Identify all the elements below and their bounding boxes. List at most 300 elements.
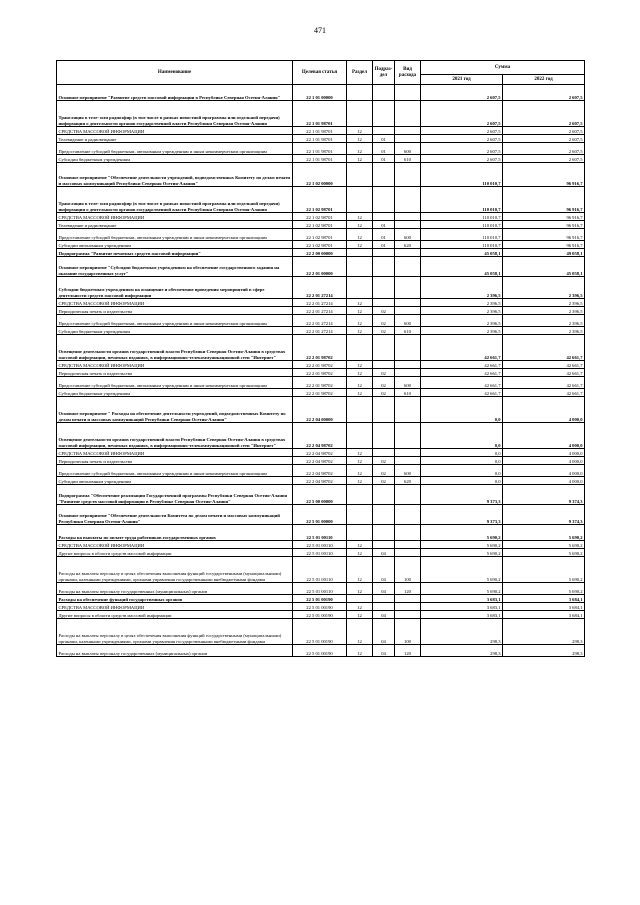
row-expense-type [395,423,421,449]
table-row [57,549,585,557]
row-target-article: 22 2 04 00000 [293,397,347,423]
row-value-2021: 5 690,2 [421,557,503,583]
table-row [57,155,585,163]
row-subsection [373,541,395,549]
table-row [57,595,585,603]
row-value-2021: 110 010,7 [421,229,503,241]
row-expense-type: 120 [395,583,421,595]
row-subsection [373,423,395,449]
row-section: 12 [347,307,373,315]
row-subsection [373,335,395,361]
header-sum: Сумма [421,61,585,75]
header-name: Наименование [57,61,293,85]
row-value-2021: 0,0 [421,477,503,485]
row-value-2022: 2 607,5 [503,143,585,155]
row-target-article: 22 5 01 00110 [293,525,347,541]
row-expense-type: 600 [395,315,421,327]
row-subsection [373,603,395,611]
row-target-article: 22 2 01 27214 [293,327,347,335]
row-value-2021: 2 607,5 [421,143,503,155]
row-section [347,163,373,187]
row-name: Расходы на выплаты персоналу в целях обеспечения выполнения функций государственными (муниципальными) органами, казенными учреждениями, органами управления государственными внебюджетными фондами [57,619,293,645]
row-value-2022: 96 916,7 [503,187,585,213]
row-subsection: 02 [373,477,395,485]
row-section [347,187,373,213]
row-value-2022: 5 690,2 [503,541,585,549]
row-name: Другие вопросы в области средств массовой информации [57,611,293,619]
row-subsection [373,249,395,257]
row-name: Субсидии автономным учреждениям [57,241,293,249]
row-value-2022: 4 000,0 [503,465,585,477]
row-value-2022: 2 607,5 [503,101,585,127]
row-expense-type [395,449,421,457]
row-value-2022: 2 607,5 [503,135,585,143]
row-expense-type: 100 [395,557,421,583]
row-target-article: 22 1 02 98701 [293,221,347,229]
row-value-2022: 4 000,0 [503,423,585,449]
row-expense-type: 120 [395,645,421,657]
row-name: Телевидение и радиовещание [57,221,293,229]
row-expense-type [395,85,421,101]
row-name: Предоставление субсидий бюджетным, автономным учреждениям и иным некоммерческим организациям [57,377,293,389]
row-name: Периодическая печать и издательства [57,369,293,377]
row-target-article: 22 1 02 98701 [293,241,347,249]
row-name: Основное мероприятие "Развитие средств массовой информации в Республике Северная Осетия-Алания" [57,85,293,101]
table-row [57,583,585,595]
row-value-2022: 4 000,0 [503,457,585,465]
row-expense-type [395,307,421,315]
row-value-2021: 9 373,3 [421,505,503,525]
row-value-2022: 96 916,7 [503,221,585,229]
row-name: Субсидии бюджетным учреждениям [57,155,293,163]
row-section: 12 [347,541,373,549]
row-section: 12 [347,299,373,307]
row-section [347,397,373,423]
table-row [57,307,585,315]
table-row [57,457,585,465]
row-expense-type: 600 [395,143,421,155]
row-value-2021: 3 683,1 [421,611,503,619]
table-row [57,361,585,369]
row-value-2022: 96 916,7 [503,213,585,221]
row-name: СРЕДСТВА МАССОВОЙ ИНФОРМАЦИИ [57,299,293,307]
row-value-2021: 5 690,2 [421,541,503,549]
row-subsection: 02 [373,465,395,477]
row-target-article: 22 2 04 98702 [293,449,347,457]
row-section: 12 [347,221,373,229]
row-subsection: 04 [373,619,395,645]
row-section [347,485,373,505]
row-subsection: 01 [373,221,395,229]
row-value-2021: 9 373,3 [421,485,503,505]
row-value-2022: 298,3 [503,645,585,657]
row-value-2022: 96 916,7 [503,241,585,249]
row-expense-type [395,505,421,525]
row-target-article: 22 5 01 00190 [293,611,347,619]
row-subsection [373,449,395,457]
row-name: Расходы на выплаты персоналу государственных (муниципальных) органов [57,645,293,657]
row-expense-type [395,549,421,557]
row-value-2021: 2 396,5 [421,277,503,299]
row-value-2021: 298,3 [421,619,503,645]
row-subsection: 04 [373,549,395,557]
table-row [57,213,585,221]
row-section [347,335,373,361]
row-section [347,85,373,101]
row-value-2021: 110 010,7 [421,241,503,249]
table-row [57,327,585,335]
table-row [57,277,585,299]
row-expense-type [395,163,421,187]
row-subsection [373,397,395,423]
row-subsection [373,213,395,221]
row-name: Другие вопросы в области средств массовой информации [57,549,293,557]
row-expense-type: 600 [395,377,421,389]
row-value-2022: 2 396,5 [503,299,585,307]
row-target-article: 22 5 01 00110 [293,549,347,557]
row-target-article: 22 5 01 00190 [293,595,347,603]
row-target-article: 22 5 00 00000 [293,485,347,505]
row-value-2022: 42 661,7 [503,369,585,377]
row-value-2021: 5 690,2 [421,525,503,541]
row-value-2022: 5 690,2 [503,583,585,595]
row-value-2022: 2 396,5 [503,327,585,335]
row-subsection [373,187,395,213]
table-row [57,477,585,485]
row-value-2022: 42 661,7 [503,389,585,397]
row-value-2021: 2 396,5 [421,307,503,315]
row-expense-type [395,603,421,611]
row-expense-type [395,135,421,143]
table-row [57,557,585,583]
row-name: Субсидии бюджетным учреждениям [57,389,293,397]
row-section: 12 [347,155,373,163]
table-row [57,423,585,449]
table-row [57,377,585,389]
row-name: Расходы на выплаты персоналу государственных (муниципальных) органов [57,583,293,595]
row-value-2021: 2 607,5 [421,135,503,143]
row-section: 12 [347,361,373,369]
row-name: Расходы на выплаты персоналу в целях обеспечения выполнения функций государственными (муниципальными) органами, казенными учреждениями, органами управления государственными внебюджетными фондами [57,557,293,583]
row-name: Расходы на обеспечение функций государственных органов [57,595,293,603]
row-value-2021: 0,0 [421,449,503,457]
row-subsection: 02 [373,389,395,397]
row-value-2022: 5 690,2 [503,525,585,541]
row-name: Телевидение и радиовещание [57,135,293,143]
row-subsection: 02 [373,327,395,335]
table-row [57,619,585,645]
row-target-article: 22 1 01 98701 [293,135,347,143]
row-target-article: 22 2 01 27214 [293,299,347,307]
row-section: 12 [347,611,373,619]
row-value-2022: 49 058,1 [503,249,585,257]
row-section: 12 [347,127,373,135]
row-subsection [373,485,395,505]
row-name: Основное мероприятие "Обеспечение деятельности учреждений, подведомственных Комитету по делам печати и массовых коммуникаций Республики Северная Осетия-Алания" [57,163,293,187]
row-value-2022: 2 607,5 [503,127,585,135]
row-expense-type: 600 [395,465,421,477]
row-subsection [373,277,395,299]
row-value-2021: 3 683,1 [421,603,503,611]
row-value-2021: 42 661,7 [421,369,503,377]
row-value-2022: 42 661,7 [503,335,585,361]
row-target-article: 22 2 01 98702 [293,369,347,377]
row-value-2021: 42 661,7 [421,361,503,369]
row-section [347,525,373,541]
row-expense-type [395,369,421,377]
row-expense-type [395,101,421,127]
row-expense-type [395,361,421,369]
row-expense-type [395,221,421,229]
row-section: 12 [347,377,373,389]
row-subsection: 02 [373,377,395,389]
row-section [347,257,373,277]
row-value-2022: 42 661,7 [503,361,585,369]
row-target-article: 22 5 01 00190 [293,645,347,657]
row-subsection: 02 [373,457,395,465]
row-expense-type [395,485,421,505]
row-expense-type [395,127,421,135]
row-subsection [373,85,395,101]
row-section [347,101,373,127]
row-expense-type: 620 [395,241,421,249]
row-section: 12 [347,477,373,485]
row-value-2021: 2 396,5 [421,327,503,335]
page-number: 471 [314,26,326,35]
row-target-article: 22 1 02 98701 [293,229,347,241]
row-value-2022: 5 690,2 [503,557,585,583]
row-name: СРЕДСТВА МАССОВОЙ ИНФОРМАЦИИ [57,213,293,221]
header-year-2021: 2021 год [421,75,503,85]
row-name: Подпрограмма "Развитие печатных средств массовой информации" [57,249,293,257]
row-name: Освещение деятельности органов государственной власти Республики Северная Осетия-Алания в средствах массовой информации, печатных изданиях, в информационно-телекоммуникационной сети "Интернет" [57,423,293,449]
header-target-article: Целевая статья [293,61,347,85]
row-name: Основное мероприятие " Расходы на обеспечение деятельности учреждений, подведомственных Комитету по делам печати и массовых коммуникаций Республики Северная Осетия-Алания" [57,397,293,423]
row-section [347,277,373,299]
table-row [57,257,585,277]
row-subsection [373,505,395,525]
row-value-2021: 0,0 [421,457,503,465]
row-target-article: 22 2 04 98702 [293,465,347,477]
row-section: 12 [347,241,373,249]
row-target-article: 22 5 01 00190 [293,619,347,645]
row-name: Предоставление субсидий бюджетным, автономным учреждениям и иным некоммерческим организациям [57,465,293,477]
row-expense-type: 610 [395,389,421,397]
row-target-article: 22 5 01 00110 [293,583,347,595]
row-value-2021: 2 607,5 [421,127,503,135]
table-row [57,397,585,423]
row-expense-type [395,595,421,603]
row-target-article: 22 1 01 98701 [293,101,347,127]
row-section: 12 [347,603,373,611]
row-subsection [373,361,395,369]
row-value-2022: 9 374,3 [503,485,585,505]
row-section: 12 [347,583,373,595]
row-value-2022: 3 684,1 [503,595,585,603]
table-row [57,541,585,549]
row-subsection [373,595,395,603]
table-row [57,101,585,127]
row-subsection: 02 [373,369,395,377]
row-target-article: 22 5 01 00190 [293,603,347,611]
table-row [57,135,585,143]
table-row [57,187,585,213]
header-year-2022: 2022 год [503,75,585,85]
row-name: Субсидии бюджетным учреждениям [57,327,293,335]
row-section: 12 [347,369,373,377]
table-row [57,449,585,457]
row-value-2022: 42 661,7 [503,377,585,389]
row-value-2021: 2 396,5 [421,315,503,327]
table-row [57,465,585,477]
row-expense-type [395,249,421,257]
row-expense-type [395,187,421,213]
row-expense-type [395,525,421,541]
row-section [347,595,373,603]
row-value-2021: 42 661,7 [421,389,503,397]
table-row [57,127,585,135]
row-subsection: 01 [373,143,395,155]
row-target-article: 22 5 01 00000 [293,505,347,525]
table-row [57,299,585,307]
row-name: Основное мероприятие "Субсидии бюджетным учреждениям на обеспечение государственного задания на оказание государственных услуг" [57,257,293,277]
row-target-article: 22 2 01 98702 [293,335,347,361]
row-target-article: 22 5 01 00110 [293,557,347,583]
row-expense-type: 610 [395,327,421,335]
row-subsection: 04 [373,583,395,595]
row-value-2022: 9 374,3 [503,505,585,525]
table-row [57,163,585,187]
row-target-article: 22 2 01 98702 [293,377,347,389]
row-subsection [373,299,395,307]
row-section: 12 [347,465,373,477]
row-expense-type: 610 [395,155,421,163]
row-name: Предоставление субсидий бюджетным, автономным учреждениям и иным некоммерческим организациям [57,229,293,241]
header-expense-type: Вид расхода [395,61,421,85]
row-value-2022: 96 916,7 [503,163,585,187]
row-value-2022: 45 058,1 [503,257,585,277]
row-expense-type [395,335,421,361]
table-row [57,143,585,155]
table-row [57,335,585,361]
row-value-2021: 2 607,5 [421,155,503,163]
row-value-2021: 2 607,5 [421,101,503,127]
row-expense-type [395,541,421,549]
row-expense-type: 600 [395,229,421,241]
row-target-article: 22 2 04 98702 [293,477,347,485]
row-subsection: 04 [373,645,395,657]
row-value-2021: 42 661,7 [421,377,503,389]
row-name: Субсидии бюджетным учреждениям на оснащение и обеспечение проведения мероприятий в сфере деятельности средств массовой информации [57,277,293,299]
table-row [57,85,585,101]
row-target-article: 22 2 01 27214 [293,315,347,327]
row-expense-type [395,457,421,465]
row-target-article: 22 1 01 00000 [293,85,347,101]
row-name: Периодическая печать и издательства [57,307,293,315]
table-row [57,229,585,241]
row-expense-type [395,213,421,221]
table-row [57,603,585,611]
row-target-article: 22 1 02 98701 [293,187,347,213]
row-value-2021: 5 690,2 [421,549,503,557]
table-row [57,221,585,229]
row-target-article: 22 1 01 98701 [293,127,347,135]
row-expense-type: 620 [395,477,421,485]
row-value-2021: 298,3 [421,645,503,657]
row-value-2022: 4 000,0 [503,449,585,457]
table-row [57,645,585,657]
row-value-2021: 45 058,1 [421,249,503,257]
row-value-2021: 3 683,1 [421,595,503,603]
row-target-article: 22 1 02 98701 [293,213,347,221]
row-name: СРЕДСТВА МАССОВОЙ ИНФОРМАЦИИ [57,361,293,369]
row-name: Субсидии автономным учреждениям [57,477,293,485]
row-value-2022: 4 000,0 [503,397,585,423]
row-value-2021: 45 058,1 [421,257,503,277]
row-value-2022: 4 000,0 [503,477,585,485]
row-target-article: 22 2 01 00000 [293,257,347,277]
row-name: Предоставление субсидий бюджетным, автономным учреждениям и иным некоммерческим организациям [57,315,293,327]
row-value-2022: 2 396,5 [503,315,585,327]
row-name: Трансляция в теле- или радиоэфир (в том числе в рамках новостной программы или отдельной передачи) информации о деятельности органов государственной власти Республики Северная Осетия-Алания [57,187,293,213]
row-subsection [373,257,395,277]
row-target-article: 22 2 01 98702 [293,361,347,369]
row-name: СРЕДСТВА МАССОВОЙ ИНФОРМАЦИИ [57,449,293,457]
row-section: 12 [347,327,373,335]
row-target-article: 22 2 00 00000 [293,249,347,257]
row-subsection: 02 [373,307,395,315]
row-value-2021: 2 607,5 [421,85,503,101]
row-section [347,423,373,449]
row-name: СРЕДСТВА МАССОВОЙ ИНФОРМАЦИИ [57,127,293,135]
row-section: 12 [347,557,373,583]
row-value-2021: 110 010,7 [421,213,503,221]
row-section: 12 [347,213,373,221]
row-value-2022: 5 690,2 [503,549,585,557]
row-expense-type [395,277,421,299]
table-row [57,315,585,327]
header-section: Раздел [347,61,373,85]
row-value-2021: 2 396,5 [421,299,503,307]
row-value-2022: 2 396,5 [503,277,585,299]
row-value-2021: 0,0 [421,397,503,423]
table-row [57,611,585,619]
row-section: 12 [347,645,373,657]
row-value-2021: 110 010,7 [421,163,503,187]
row-subsection: 01 [373,229,395,241]
row-section: 12 [347,143,373,155]
row-subsection: 01 [373,241,395,249]
row-value-2022: 2 607,5 [503,85,585,101]
row-subsection [373,127,395,135]
row-section [347,249,373,257]
row-name: Предоставление субсидий бюджетным, автономным учреждениям и иным некоммерческим организациям [57,143,293,155]
row-expense-type [395,257,421,277]
row-target-article: 22 2 04 98702 [293,423,347,449]
row-subsection: 04 [373,557,395,583]
table-row [57,369,585,377]
row-value-2022: 3 684,1 [503,611,585,619]
row-expense-type [395,299,421,307]
row-target-article: 22 5 01 00110 [293,541,347,549]
budget-table [56,60,585,657]
row-target-article: 22 2 04 98702 [293,457,347,465]
row-subsection [373,101,395,127]
row-section: 12 [347,389,373,397]
row-subsection: 01 [373,155,395,163]
row-target-article: 22 2 01 27214 [293,277,347,299]
header-subsection: Подраз-дел [373,61,395,85]
